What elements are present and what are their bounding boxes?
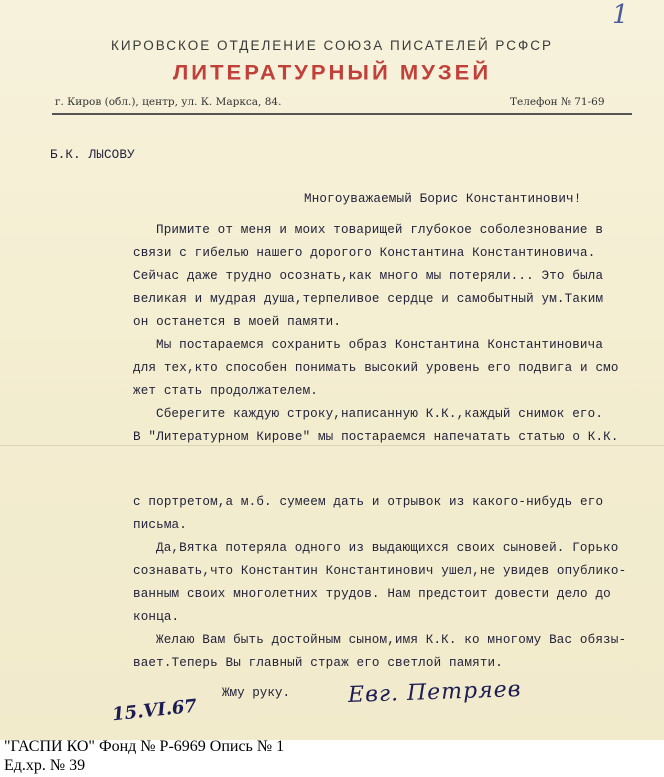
letter-line: конца.: [133, 610, 180, 624]
closing: Жму руку.: [222, 686, 291, 700]
letterhead-address: г. Киров (обл.), центр, ул. К. Маркса, 84.: [55, 96, 282, 108]
letter-line: вает.Теперь Вы главный страж его светлой памяти.: [133, 656, 503, 670]
letter-line: сознавать,что Константин Константинович ушел,не увидев опублико-: [133, 564, 627, 578]
archive-line-1: "ГАСПИ КО" Фонд № Р-6969 Опись № 1: [4, 738, 285, 755]
page-number: 1: [612, 0, 629, 30]
archive-line-2: Ед.хр. № 39: [4, 757, 86, 774]
letterhead-divider: [52, 113, 632, 115]
letter-line: Примите от меня и моих товарищей глубокое соболезнование в: [156, 223, 604, 237]
letter-line: Да,Вятка потеряла одного из выдающихся своих сыновей. Горько: [156, 541, 619, 555]
handwritten-date: 15.VI.67: [111, 695, 198, 726]
letter-line: ванным своих многолетних трудов. Нам предстоит довести дело до: [133, 587, 611, 601]
letterhead-museum: ЛИТЕРАТУРНЫЙ МУЗЕЙ: [172, 60, 492, 85]
letter-line: Мы постараемся сохранить образ Константина Константиновича: [156, 338, 604, 352]
letterhead-organization: КИРОВСКОЕ ОТДЕЛЕНИЕ СОЮЗА ПИСАТЕЛЕЙ РСФСР: [110, 38, 554, 53]
letter-line: Сберегите каждую строку,написанную К.К.,каждый снимок его.: [156, 407, 604, 421]
salutation: Многоуважаемый Борис Константинович!: [304, 192, 582, 206]
letter-line: письма.: [133, 518, 187, 532]
paper-fold: [0, 445, 664, 446]
letter-line: связи с гибелью нашего дорогого Константина Константиновича.: [133, 246, 596, 260]
letter-line: В "Литературном Кирове" мы постараемся напечатать статью о К.К.: [133, 430, 619, 444]
letter-line: Сейчас даже трудно осознать,как много мы потеряли... Это была: [133, 269, 604, 283]
letter-line: он останется в моей памяти.: [133, 315, 342, 329]
recipient: Б.К. ЛЫСОВУ: [50, 148, 135, 162]
letter-line: Желаю Вам быть достойным сыном,имя К.К. ко многому Вас обязы-: [156, 633, 627, 647]
handwritten-signature: Евг. Петряев: [347, 676, 522, 709]
letter-line: с портретом,а м.б. сумеем дать и отрывок из какого-нибудь его: [133, 495, 604, 509]
letter-line: великая и мудрая душа,терпеливое сердце и самобытный ум.Таким: [133, 292, 604, 306]
letterhead-phone: Телефон № 71-69: [510, 96, 605, 108]
letter-line: для тех,кто способен понимать высокий уровень его подвига и смо: [133, 361, 619, 375]
letter-line: жет стать продолжателем.: [133, 384, 318, 398]
